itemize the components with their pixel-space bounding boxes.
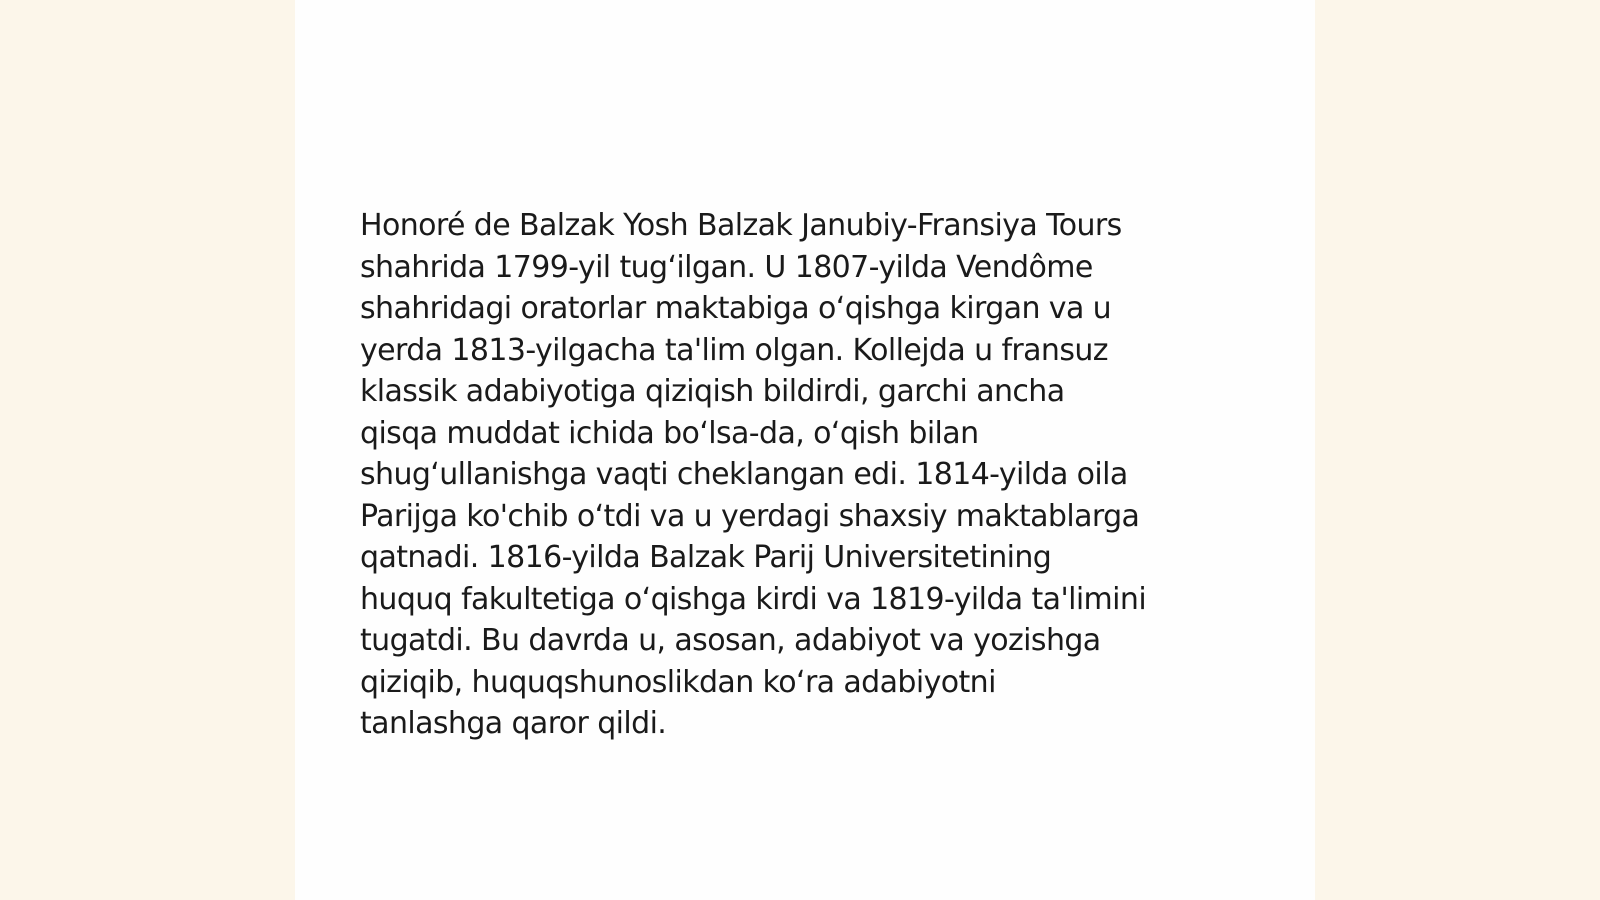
text-line: tanlashga qaror qildi. (360, 706, 667, 741)
text-line: Honoré de Balzak Yosh Balzak Janubiy-Fransiya Tours (360, 208, 1122, 243)
text-line: huquq fakultetiga oʻqishga kirdi va 1819-yilda ta'limini (360, 581, 1147, 617)
text-line: tugatdi. Bu davrda u, asosan, adabiyot va yozishga (360, 623, 1101, 658)
body-paragraph (360, 205, 1260, 745)
text-line: Parijga ko'chib oʻtdi va u yerdagi shaxsiy maktablarga (360, 498, 1140, 534)
text-line: shahrida 1799-yil tugʻilgan. U 1807-yilda Vendôme (360, 249, 1093, 285)
slide (295, 0, 1315, 900)
text-line: qisqa muddat ichida boʻlsa-da, oʻqish bilan (360, 415, 979, 451)
text-line: shahridagi oratorlar maktabiga oʻqishga kirgan va u (360, 291, 1112, 326)
text-line: klassik adabiyotiga qiziqish bildirdi, garchi ancha (360, 374, 1065, 409)
text-line: shugʻullanishga vaqti cheklangan edi. 1814-yilda oila (360, 457, 1128, 492)
text-line: yerda 1813-yilgacha ta'lim olgan. Kollejda u fransuz (360, 332, 1108, 368)
text-line: qatnadi. 1816-yilda Balzak Parij Universitetining (360, 540, 1052, 575)
text-line: qiziqib, huquqshunoslikdan koʻra adabiyotni (360, 664, 996, 700)
